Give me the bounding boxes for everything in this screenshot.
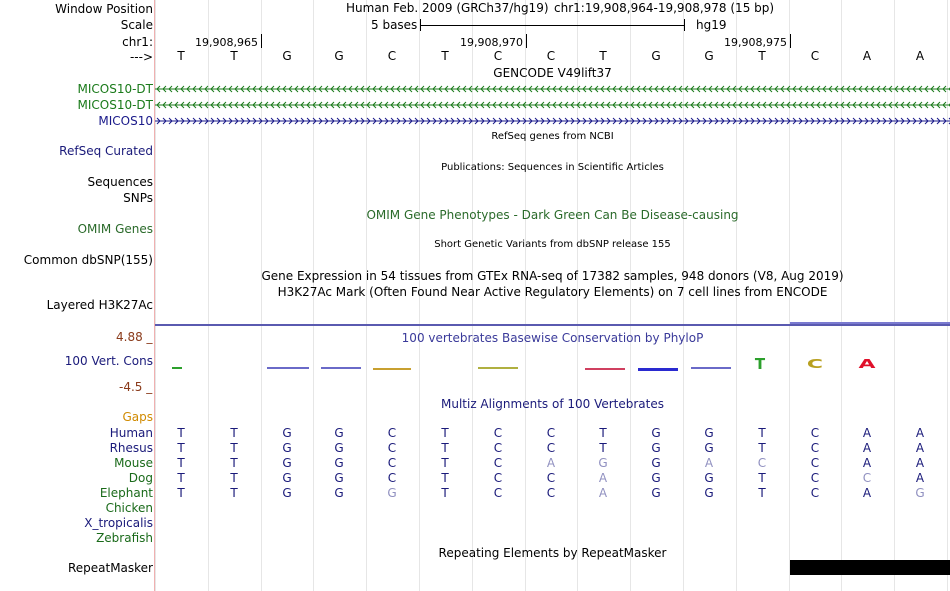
alignment-base: G xyxy=(651,486,661,500)
phylop-letter-a: A xyxy=(858,357,876,372)
alignment-base: T xyxy=(758,486,766,500)
alignment-base: G xyxy=(334,456,344,470)
alignment-base: T xyxy=(441,456,449,470)
alignment-base: G xyxy=(282,486,292,500)
base-letter: C xyxy=(546,49,556,63)
alignment-base: G xyxy=(704,486,714,500)
phylop-bar-g2 xyxy=(321,367,361,369)
alignment-base: G xyxy=(387,486,397,500)
gene-model-0[interactable] xyxy=(155,85,950,93)
base-letter: G xyxy=(704,49,714,63)
window-position-label: Window Position xyxy=(55,2,153,16)
phylop-graph xyxy=(155,355,950,375)
alignment-base: G xyxy=(282,441,292,455)
alignment-base: A xyxy=(598,471,608,485)
db-text: hg19 xyxy=(696,18,727,32)
alignment-base: G xyxy=(704,426,714,440)
phylop-bar-g4 xyxy=(691,367,731,369)
alignment-base: T xyxy=(599,441,607,455)
layered-h3k27ac-label[interactable]: Layered H3K27Ac xyxy=(46,298,153,312)
alignment-base: A xyxy=(704,456,714,470)
species-label-elephant[interactable]: Elephant xyxy=(99,486,153,500)
alignment-base: T xyxy=(441,426,449,440)
alignment-base: C xyxy=(810,456,820,470)
coord-label-1: 19,908,965 xyxy=(195,36,258,49)
coord-tick-2 xyxy=(526,34,527,48)
alignment-base: T xyxy=(177,456,185,470)
base-letter: C xyxy=(810,49,820,63)
species-label-human[interactable]: Human xyxy=(109,426,153,440)
h3k27ac-signal-peak xyxy=(790,322,950,324)
alignment-base: T xyxy=(230,486,238,500)
dbsnp-track-title[interactable]: Short Genetic Variants from dbSNP release 155 xyxy=(434,239,671,250)
repeatmasker-label[interactable]: RepeatMasker xyxy=(67,561,153,575)
alignment-base: T xyxy=(177,426,185,440)
phylop-letter-t: T xyxy=(754,355,766,373)
alignment-base: G xyxy=(334,426,344,440)
phylop-bar-g1 xyxy=(267,367,309,369)
scale-label: Scale xyxy=(120,18,153,32)
gene-label-1[interactable]: MICOS10-DT xyxy=(77,98,153,112)
alignment-base: T xyxy=(177,441,185,455)
alignment-base: C xyxy=(493,486,503,500)
h3k27ac-signal-line xyxy=(155,324,950,326)
alignment-base: C xyxy=(810,471,820,485)
alignment-base: T xyxy=(230,456,238,470)
species-label-mouse[interactable]: Mouse xyxy=(114,456,153,470)
base-letter: T xyxy=(758,49,766,63)
base-letter: G xyxy=(282,49,292,63)
h3k27ac-track-title[interactable]: H3K27Ac Mark (Often Found Near Active Regulatory Elements) on 7 cell lines from ENCODE xyxy=(277,285,828,299)
gene-label-0[interactable]: MICOS10-DT xyxy=(77,82,153,96)
alignment-base: A xyxy=(915,471,925,485)
base-letter: C xyxy=(493,49,503,63)
phylop-bar-g3 xyxy=(638,368,678,371)
alignment-base: G xyxy=(334,471,344,485)
alignment-base: G xyxy=(334,486,344,500)
alignment-base: C xyxy=(546,426,556,440)
coord-tick-1 xyxy=(261,34,262,48)
alignment-base: A xyxy=(862,441,872,455)
phylop-label[interactable]: 100 Vert. Cons xyxy=(64,354,153,368)
sequences-label[interactable]: Sequences xyxy=(87,175,153,189)
alignment-base: A xyxy=(862,426,872,440)
alignment-base: C xyxy=(493,441,503,455)
base-letter: A xyxy=(862,49,872,63)
alignment-base: C xyxy=(546,441,556,455)
alignment-base: G xyxy=(282,456,292,470)
alignment-base: T xyxy=(177,486,185,500)
chr-label: chr1: xyxy=(122,35,153,49)
coord-label-3: 19,908,975 xyxy=(724,36,787,49)
strand-label: ---> xyxy=(129,50,153,64)
alignment-base: C xyxy=(546,486,556,500)
gene-label-2[interactable]: MICOS10 xyxy=(98,114,153,128)
alignment-base: T xyxy=(230,441,238,455)
alignment-base: C xyxy=(387,456,397,470)
scale-text: 5 bases xyxy=(371,18,418,32)
alignment-base: C xyxy=(387,426,397,440)
alignment-base: G xyxy=(651,456,661,470)
gtex-track-title[interactable]: Gene Expression in 54 tissues from GTEx RNA-seq of 17382 samples, 948 donors (V8, Aug 2019) xyxy=(261,269,844,283)
alignment-base: G xyxy=(651,471,661,485)
alignment-base: C xyxy=(387,471,397,485)
alignment-base: C xyxy=(757,456,767,470)
alignment-base: T xyxy=(230,471,238,485)
alignment-base: A xyxy=(915,456,925,470)
phylop-bar-c1 xyxy=(373,368,411,370)
coord-tick-3 xyxy=(790,34,791,48)
gencode-track-title[interactable]: GENCODE V49lift37 xyxy=(493,66,612,80)
range-text: chr1:19,908,964-19,908,978 (15 bp) xyxy=(554,1,775,15)
alignment-base: G xyxy=(704,441,714,455)
base-letter: C xyxy=(387,49,397,63)
alignment-base: C xyxy=(810,486,820,500)
alignment-base: G xyxy=(282,471,292,485)
alignment-base: C xyxy=(493,456,503,470)
multiz-track-title[interactable]: Multiz Alignments of 100 Vertebrates xyxy=(440,397,665,411)
alignment-base: T xyxy=(230,426,238,440)
gaps-label[interactable]: Gaps xyxy=(122,410,153,424)
assembly-text: Human Feb. 2009 (GRCh37/hg19) xyxy=(346,1,549,15)
base-letter: T xyxy=(230,49,238,63)
species-label-chicken[interactable]: Chicken xyxy=(105,501,153,515)
alignment-base: G xyxy=(334,441,344,455)
alignment-base: T xyxy=(441,471,449,485)
alignment-base: C xyxy=(493,426,503,440)
omim-genes-label[interactable]: OMIM Genes xyxy=(77,222,153,236)
base-letter: T xyxy=(599,49,607,63)
phylop-max-label: 4.88 _ xyxy=(116,330,153,344)
alignment-base: C xyxy=(810,441,820,455)
omim-track-title[interactable]: OMIM Gene Phenotypes - Dark Green Can Be Disease-causing xyxy=(366,208,739,222)
alignment-base: A xyxy=(915,441,925,455)
phylop-min-label: -4.5 _ xyxy=(119,380,153,394)
alignment-base: A xyxy=(598,486,608,500)
alignment-base: A xyxy=(546,456,556,470)
refseq-curated-label[interactable]: RefSeq Curated xyxy=(59,144,153,158)
phylop-bar-t1 xyxy=(172,367,182,369)
repeatmasker-track-title[interactable]: Repeating Elements by RepeatMasker xyxy=(438,546,667,560)
species-label-zebrafish[interactable]: Zebrafish xyxy=(96,531,153,545)
phylop-bar-c2 xyxy=(478,367,518,369)
alignment-base: T xyxy=(758,441,766,455)
species-label-rhesus[interactable]: Rhesus xyxy=(109,441,153,455)
base-letter: A xyxy=(915,49,925,63)
alignment-base: T xyxy=(758,471,766,485)
phylop-track-title[interactable]: 100 vertebrates Basewise Conservation by PhyloP xyxy=(401,331,704,345)
scale-bar xyxy=(420,18,685,32)
phylop-bar-t2 xyxy=(585,368,625,370)
alignment-base: G xyxy=(704,471,714,485)
snps-label[interactable]: SNPs xyxy=(123,191,153,205)
species-label-dog[interactable]: Dog xyxy=(128,471,153,485)
coord-label-2: 19,908,970 xyxy=(460,36,523,49)
alignment-base: T xyxy=(758,426,766,440)
gene-model-2[interactable] xyxy=(155,117,950,125)
alignment-base: T xyxy=(441,486,449,500)
alignment-base: T xyxy=(177,471,185,485)
alignment-base: C xyxy=(387,441,397,455)
alignment-base: C xyxy=(862,471,872,485)
species-label-x_tropicalis[interactable]: X_tropicalis xyxy=(84,516,153,530)
base-letter: G xyxy=(651,49,661,63)
refseq-track-title[interactable]: RefSeq genes from NCBI xyxy=(491,131,614,142)
base-letter: T xyxy=(441,49,449,63)
alignment-base: G xyxy=(282,426,292,440)
alignment-base: G xyxy=(651,426,661,440)
alignment-base: G xyxy=(651,441,661,455)
alignment-base: C xyxy=(493,471,503,485)
base-letter: T xyxy=(177,49,185,63)
alignment-base: T xyxy=(599,426,607,440)
gene-model-1[interactable] xyxy=(155,101,950,109)
publications-track-title[interactable]: Publications: Sequences in Scientific Articles xyxy=(441,162,664,173)
alignment-base: A xyxy=(862,456,872,470)
repeatmasker-element[interactable] xyxy=(790,560,950,575)
base-letter: G xyxy=(334,49,344,63)
alignment-base: T xyxy=(441,441,449,455)
phylop-letter-c: C xyxy=(806,357,824,372)
alignment-base: A xyxy=(862,486,872,500)
alignment-base: G xyxy=(598,456,608,470)
alignment-base: C xyxy=(546,471,556,485)
alignment-base: C xyxy=(810,426,820,440)
common-dbsnp-label[interactable]: Common dbSNP(155) xyxy=(23,253,153,267)
alignment-base: A xyxy=(915,426,925,440)
alignment-base: G xyxy=(915,486,925,500)
